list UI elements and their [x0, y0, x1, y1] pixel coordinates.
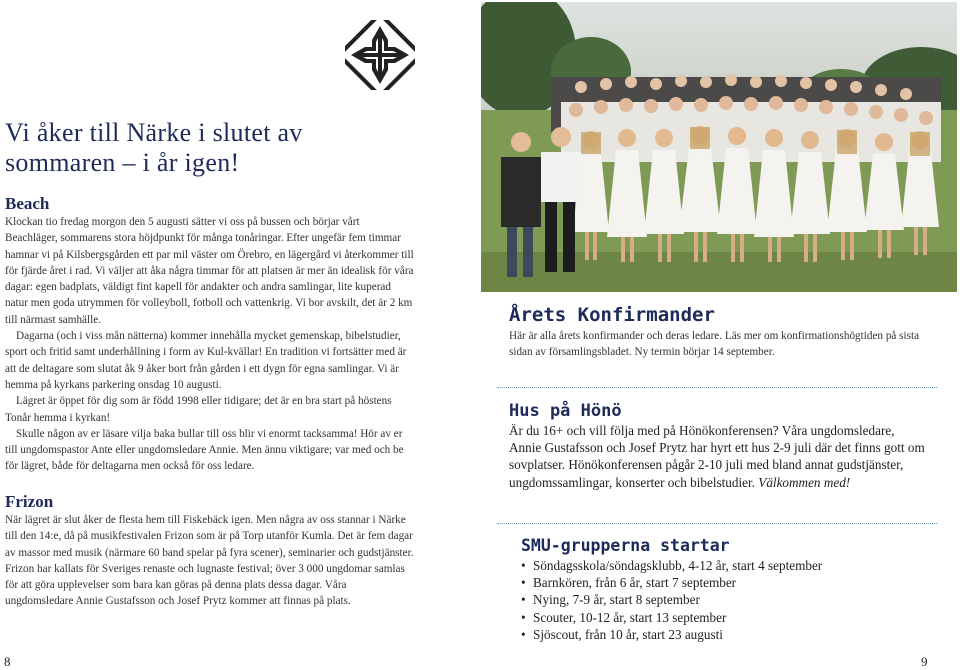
- page-number-left: 8: [4, 654, 11, 669]
- hono-section: [509, 400, 929, 491]
- beach-title: Beach: [5, 194, 50, 213]
- list-item: • Nying, 7-9 år, start 8 september: [521, 591, 931, 608]
- group-photo: [481, 2, 957, 292]
- cross-emblem-icon: [345, 20, 415, 90]
- hono-title: Hus på Hönö: [509, 401, 622, 421]
- divider-2: [497, 523, 937, 524]
- list-item: • Scouter, 10-12 år, start 13 september: [521, 609, 931, 626]
- beach-section: [5, 194, 415, 475]
- smu-section: [521, 535, 931, 643]
- confirmands-section: [509, 302, 939, 361]
- list-item: • Barnkören, från 6 år, start 7 september: [521, 574, 931, 591]
- divider-1: [497, 387, 937, 388]
- headline-line-1: Vi åker till Närke i slutet av: [5, 118, 303, 147]
- hono-welcome: Välkommen med!: [758, 474, 851, 490]
- page-number-right: 9: [921, 654, 928, 669]
- beach-paragraph-1: Klockan tio fredag morgon den 5 augusti sätter vi oss på bussen och börjar vårt Beachläger, sommarens stora höjdpunkt för många tonåringar. Efter ungefär fem timmar hamnar vi på Kilsbergsgården ett par mil väster om Örebro, en lägergård vi återkommer till för fjärde året i rad. Vi väljer att åka några timmar för att platsen är mer än idealisk för våra dagar: egen badplats, väldigt fint kapell för andakter och andra samlingar, lite kuperad natur men goda utrymmen för volleyboll, fotboll och vattenkrig. Vi bor avskilt, det är 2 km till närmast samhälle.: [5, 216, 414, 326]
- smu-list: [521, 557, 931, 643]
- headline-line-2: sommaren – i år igen!: [5, 148, 240, 177]
- list-item: • Söndagsskola/söndagsklubb, 4-12 år, start 4 september: [521, 557, 931, 574]
- hono-body: Är du 16+ och vill följa med på Hönökonferensen? Våra ungdomsledare, Annie Gustafsson och Josef Prytz har hyrt ett hus 2-9 juli där det finns gott om sovplatser. Hönökonferensen pågår 2-10 juli med bland annat gudstjänster, ungdomssamlingar, konserter och bibelstudier.: [509, 423, 925, 490]
- frizon-paragraph: När lägret är slut åker de flesta hem till Fiskebäck igen. Men några av oss stannar i Närke till den 14:e, då på musikfestivalen Frizon som är på Torp utanför Kumla. Det är fem dagar av massor med musik (närmare 60 band spelar på fyra scener), seminarier och gudstjänster. Frizon har kallats för Sveriges renaste och lugnaste festival; över 3 000 ungdomar samlas för att göra upplevelser som bara kan göras på denna plats dessa dagar. Våra ungdomsledare Annie Gustafsson och Josef Prytz kommer att finnas på plats.: [5, 514, 414, 608]
- page-headline: [5, 118, 385, 178]
- confirmands-text: Här är alla årets konfirmander och deras ledare. Läs mer om konfirmationshögtiden på sista sidan av församlingsbladet. Ny termin börjar 14 september.: [509, 330, 920, 359]
- list-item: • Sjöscout, från 10 år, start 23 augusti: [521, 626, 931, 643]
- frizon-title: Frizon: [5, 492, 54, 511]
- beach-paragraph-4: Skulle någon av er läsare vilja baka bullar till oss blir vi enormt tacksamma! Hör av er till ungdomspastor Ante eller ungdomsledare Annie. Men ännu viktigare; var med och be för lägret, både för deltagarna men också för oss ledare.: [5, 427, 404, 473]
- beach-paragraph-3: Lägret är öppet för dig som är född 1998 eller tidigare; det är en bra start på höstens Tonår hemma i kyrkan!: [5, 395, 392, 424]
- smu-title: SMU-grupperna startar: [521, 536, 730, 555]
- beach-paragraph-2: Dagarna (och i viss mån nätterna) kommer innehålla mycket gemenskap, bibelstudier, sport och fritid samt underhållning i form av Kul-kvällar! En tradition vi fortsätter med är att de deltagare som slutat åk 9 åker bort från gården i ett dygn för egna samlingar. Vi är hemma på kyrkans parkering onsdag 10 augusti.: [5, 330, 407, 391]
- confirmands-title: Årets Konfirmander: [509, 304, 715, 326]
- frizon-section: [5, 492, 415, 610]
- hono-text: [509, 422, 929, 491]
